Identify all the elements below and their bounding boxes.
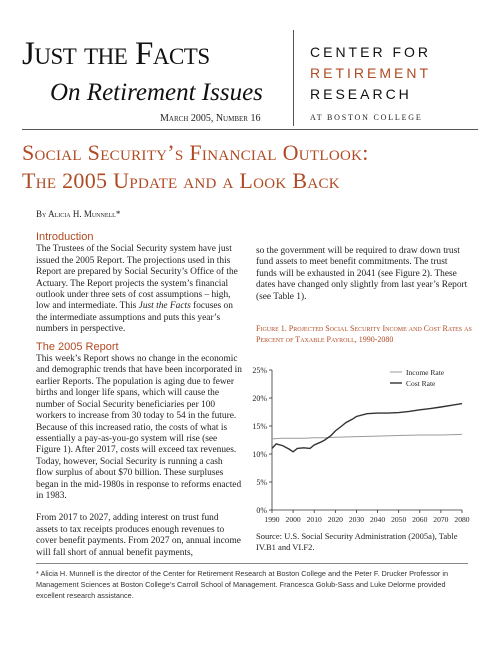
masthead-title: Just the Facts: [22, 36, 210, 72]
income-cost-chart: [240, 358, 476, 530]
section-heading-introduction: Introduction: [36, 231, 94, 243]
x-tick-label: 2030: [348, 515, 365, 524]
author-footnote: * Alicia H. Munnell is the director of the Center for Retirement Research at Boston College and the Peter F. Drucker Professor in Management Sciences at Boston College’s Carroll School of Management. Francesca Golub-Sass and Luke Delorme provided excellent research assistance.: [36, 569, 449, 600]
y-tick-label: 5%: [256, 478, 267, 487]
report-paragraph-1: This week’s Report shows no change in the economic and demographic trends that have been incorporated in earlier Reports. The population is aging due to fewer births and longer life spans, which will cause the number of Social Security beneficiaries per 100 workers to increase from 30 today to 54 in the future. Because of this increased ratio, the costs of what is essentially a pay-as-you-go system will rise (see Figure 1). After 2017, costs will exceed tax revenues. Today, however, Social Security is running a cash flow surplus of about $70 billion. These surpluses began in the mid-1980s in response to reforms enacted in 1983.: [36, 354, 242, 501]
right-column: [256, 246, 468, 309]
intro-italic: Just the Facts: [138, 301, 191, 312]
org-line-4: AT BOSTON COLLEGE: [310, 113, 423, 122]
x-tick-label: 2020: [327, 515, 343, 524]
article-headline: [22, 139, 482, 195]
series-line-cost-rate: [272, 404, 462, 452]
x-tick-label: 2000: [285, 515, 301, 524]
x-tick-label: 2060: [412, 515, 428, 524]
intro-text-end: focuses on the intermediate assumptions and puts this year’s numbers in perspective.: [36, 301, 233, 335]
masthead-subtitle: On Retirement Issues: [50, 79, 263, 106]
series-line-income-rate: [272, 434, 462, 439]
legend-label: Cost Rate: [406, 379, 436, 388]
y-tick-label: 10%: [252, 450, 267, 459]
intro-paragraph: [36, 244, 242, 335]
masthead-rule: [22, 129, 478, 130]
org-line-3: RESEARCH: [310, 86, 412, 102]
section-heading-2005-report: The 2005 Report: [36, 340, 119, 353]
intro-text: The Trustees of the Social Security system have just issued the 2005 Report. The projections used in this Report are prepared by Social Security’s Office of the Actuary. The Report projects the system’s financial outlook under three sets of cost assumptions – high, low and intermediate. This: [36, 244, 238, 312]
x-tick-label: 2080: [454, 515, 470, 524]
x-tick-label: 1990: [264, 515, 280, 524]
legend-label: Income Rate: [406, 368, 445, 377]
y-tick-label: 25%: [252, 366, 267, 375]
issue-number: March 2005, Number 16: [160, 113, 261, 124]
headline-line-2: The 2005 Update and a Look Back: [22, 168, 340, 193]
org-line-2: RETIREMENT: [310, 65, 431, 81]
y-tick-label: 15%: [252, 422, 267, 431]
y-tick-label: 20%: [252, 394, 267, 403]
right-paragraph-1: so the government will be required to draw down trust fund assets to meet benefit commitments. The trust funds will be exhausted in 2041 (see Figure 2). These dates have changed only slightly from last year’s Report (see Table 1).: [256, 246, 468, 302]
x-tick-label: 2050: [391, 515, 407, 524]
left-column: [36, 232, 242, 565]
masthead-divider: [293, 30, 294, 126]
x-tick-label: 2010: [306, 515, 322, 524]
report-paragraph-2: From 2017 to 2027, adding interest on trust fund assets to tax receipts produces enough revenues to cover benefit payments. From 2027 on, annual income will fall short of annual benefit payments,: [36, 513, 241, 558]
org-logo: [310, 42, 431, 128]
figure-title: Figure 1. Projected Social Security Income and Cost Rates as Percent of Taxable Payroll, 1990-2080: [256, 324, 472, 344]
byline: By Alicia H. Munnell*: [36, 209, 121, 219]
y-tick-label: 0%: [256, 506, 267, 515]
org-line-1: CENTER FOR: [310, 44, 431, 60]
x-tick-label: 2040: [369, 515, 386, 524]
headline-line-1: Social Security’s Financial Outlook:: [22, 140, 369, 165]
figure-source: Source: U.S. Social Security Administration (2005a), Table IV.B1 and VI.F2.: [256, 531, 458, 552]
x-tick-label: 2070: [433, 515, 449, 524]
footnote-rule: [36, 563, 468, 564]
